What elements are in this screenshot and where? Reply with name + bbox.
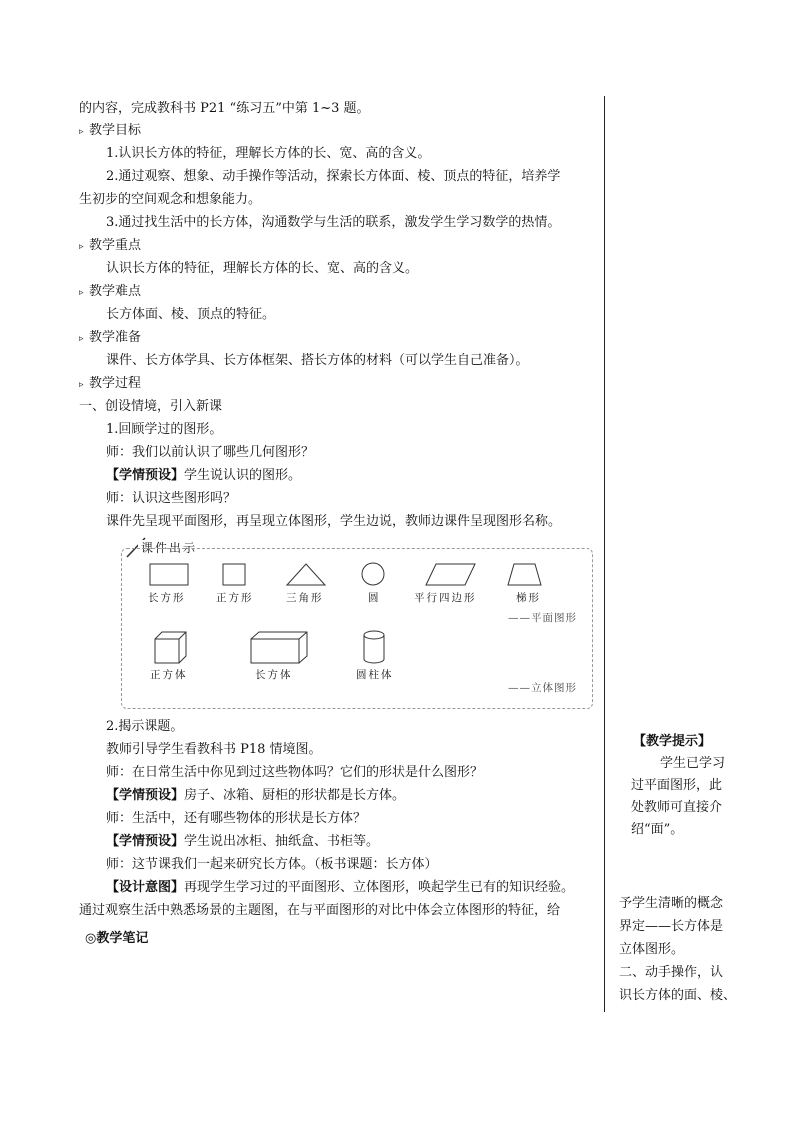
difficulty-text: 长方体面、棱、顶点的特征。 — [106, 307, 276, 322]
column-divider — [604, 96, 605, 1012]
shape-label-triangle: 三角形 — [286, 592, 324, 604]
trapezoid-icon — [508, 564, 541, 585]
triangle-bullet-icon: ▹ — [79, 242, 84, 252]
teaching-tip-line: 过平面图形，此 — [631, 778, 723, 793]
intro-line: 的内容，完成教科书 P21 “练习五”中第 1~3 题。 — [79, 101, 370, 116]
shape-label-rectangle: 长方形 — [148, 592, 186, 604]
process-heading: ▹ 教学过程 — [79, 375, 141, 394]
teacher-question-1: 师：我们以前认识了哪些几何图形？ — [106, 445, 315, 460]
teaching-notes-heading: ◎教学笔记 — [85, 931, 149, 946]
preset-3: 【学情预设】学生说出冰柜、抽纸盒、书柜等。 — [106, 834, 380, 849]
objective-2b: 生初步的空间观念和想象能力。 — [79, 192, 262, 207]
sidebar-continued-line: 立体图形。 — [619, 942, 685, 957]
triangle-bullet-icon: ▹ — [79, 288, 84, 298]
prep-text: 课件、长方体学具、长方体框架、搭长方体的材料（可以学生自己准备）。 — [106, 353, 529, 368]
teacher-question-5: 师：这节课我们一起来研究长方体。（板书课题：长方体） — [106, 857, 438, 872]
rectangle-icon — [150, 564, 188, 585]
shape-label-cube: 正方体 — [150, 669, 188, 681]
teacher-question-4: 师：生活中，还有哪些物体的形状是长方体？ — [106, 811, 367, 826]
teaching-tip-line: 处教师可直接介 — [631, 800, 723, 815]
sidebar-continued-line: 识长方体的面、棱、 — [619, 988, 737, 1003]
shape-label-square: 正方形 — [216, 592, 254, 604]
objectives-heading: ▹ 教学目标 — [79, 122, 141, 141]
sidebar-continued-line: 界定——长方体是 — [619, 919, 724, 934]
preset-1: 【学情预设】学生说认识的图形。 — [106, 468, 302, 483]
objective-2a: 2.通过观察、想象、动手操作等活动，探索长方体面、棱、顶点的特征，培养学 — [106, 169, 561, 184]
section-1-heading: 一、创设情境，引入新课 — [79, 399, 223, 414]
preset-2: 【学情预设】房子、冰箱、厨柜的形状都是长方体。 — [106, 788, 406, 803]
prep-heading: ▹ 教学准备 — [79, 329, 141, 348]
plane-shapes-caption: ——平面图形 — [508, 612, 577, 624]
courseware-title: 课件出示 — [138, 540, 200, 556]
shape-label-cylinder: 圆柱体 — [356, 669, 394, 681]
objective-3: 3.通过找生活中的长方体，沟通数学与生活的联系，激发学生学习数学的热情。 — [106, 215, 561, 230]
cube-icon — [155, 632, 186, 663]
cuboid-icon — [251, 632, 307, 663]
parallelogram-icon — [426, 564, 475, 585]
teaching-tip-line: 绍“面”。 — [631, 822, 684, 837]
shape-label-circle: 圆 — [368, 592, 381, 604]
courseware-line: 课件先呈现平面图形，再呈现立体图形，学生边说，教师边课件呈现图形名称。 — [106, 514, 562, 529]
design-intent-a: 【设计意图】再现学生学习过的平面图形、立体图形，唤起学生已有的知识经验。 — [106, 880, 575, 895]
triangle-icon — [287, 564, 325, 585]
triangle-bullet-icon: ▹ — [79, 380, 84, 390]
teacher-question-3: 师：在日常生活中你见到过这些物体吗？它们的形状是什么图形？ — [106, 765, 484, 780]
teaching-tip-heading: 【教学提示】 — [633, 734, 712, 749]
guide-line: 教师引导学生看教科书 P18 情境图。 — [106, 742, 322, 757]
design-intent-b: 通过观察生活中熟悉场景的主题图，在与平面图形的对比中体会立体图形的特征，给 — [79, 903, 561, 918]
cylinder-icon — [364, 631, 384, 663]
key-heading: ▹ 教学重点 — [79, 237, 141, 256]
difficulty-heading: ▹ 教学难点 — [79, 283, 141, 302]
square-icon — [223, 564, 245, 585]
shape-label-cuboid: 长方体 — [255, 669, 293, 681]
step-2: 2.揭示课题。 — [106, 719, 184, 734]
sidebar-continued-line: 二、动手操作，认 — [619, 965, 724, 980]
teacher-question-2: 师：认识这些图形吗？ — [106, 491, 237, 506]
teaching-tip-line: 学生已学习 — [660, 756, 726, 771]
triangle-bullet-icon: ▹ — [79, 127, 84, 137]
shape-label-trapezoid: 梯形 — [516, 592, 541, 604]
step-1: 1.回顾学过的图形。 — [106, 422, 223, 437]
objective-1: 1.认识长方体的特征，理解长方体的长、宽、高的含义。 — [106, 146, 431, 161]
shape-label-parallelogram: 平行四边形 — [414, 592, 477, 604]
key-text: 认识长方体的特征，理解长方体的长、宽、高的含义。 — [106, 261, 419, 276]
triangle-bullet-icon: ▹ — [79, 334, 84, 344]
solid-shapes-caption: ——立体图形 — [508, 682, 577, 694]
sidebar-continued-line: 予学生清晰的概念 — [619, 896, 724, 911]
circle-icon — [362, 563, 384, 585]
